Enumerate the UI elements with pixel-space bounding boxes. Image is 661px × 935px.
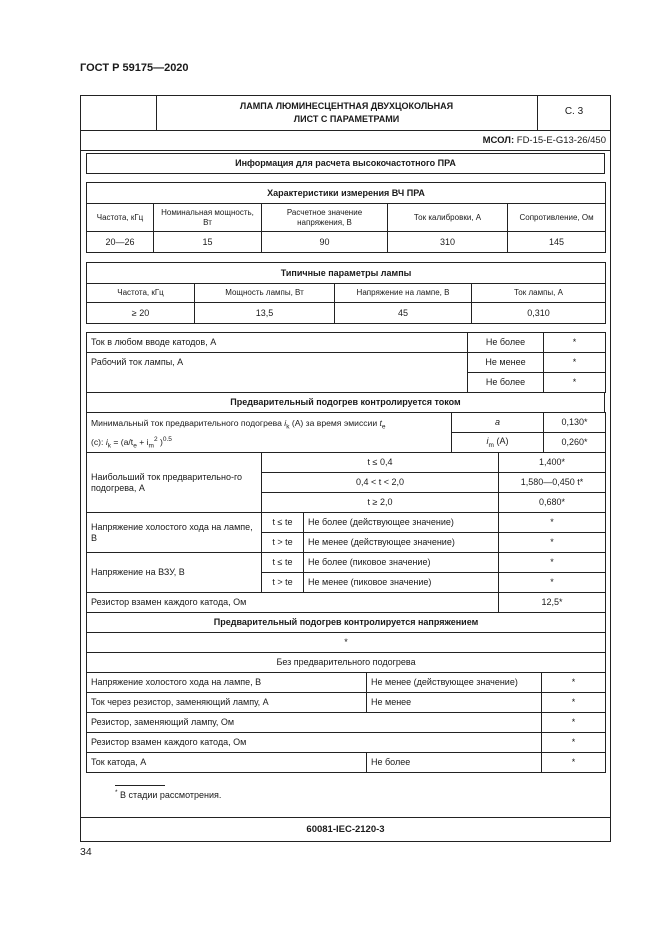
vzu-cond: Не более (пиковое значение) [304, 553, 499, 573]
footer-code: 60081-IEC-2120-3 [306, 824, 385, 835]
no-preheat-label: Напряжение холостого хода на лампе, В [87, 673, 367, 693]
vzu-value: * [499, 553, 606, 573]
hf-value: 145 [508, 232, 606, 253]
hf-title: Характеристики измерения ВЧ ПРА [87, 183, 606, 204]
cathode-resistor-label: Резистор взамен каждого катода, Ом [87, 593, 499, 613]
no-preheat-value: * [542, 693, 606, 713]
min-preheat-table [86, 412, 606, 453]
typical-value: 0,310 [472, 303, 606, 324]
no-preheat-label: Ток катода, А [87, 753, 367, 773]
max-preheat-cond: t ≤ 0,4 [262, 453, 499, 473]
ocv-time: t > te [262, 533, 304, 553]
no-preheat-value: * [542, 713, 606, 733]
no-preheat-value: * [542, 733, 606, 753]
work-current-value: * [544, 373, 606, 393]
preheat-current-title-table [86, 392, 605, 413]
max-preheat-cond: t ≥ 2,0 [262, 493, 499, 513]
info-title: Информация для расчета высокочастотного ПРА [87, 154, 605, 174]
ocv-value: * [499, 533, 606, 553]
typical-value: ≥ 20 [87, 303, 195, 324]
typical-header: Ток лампы, А [472, 284, 606, 303]
footnote: * В стадии рассмотрения. [115, 789, 222, 800]
work-current-value: * [544, 353, 606, 373]
hf-header: Частота, кГц [87, 204, 154, 232]
param-a-label: a [452, 413, 544, 433]
cathode-resistor-value: 12,5* [499, 593, 606, 613]
preheat-voltage-title: Предварительный подогрев контролируется напряжением [87, 613, 606, 633]
max-preheat-value: 0,680* [499, 493, 606, 513]
param-im-value: 0,260* [544, 433, 606, 453]
page-number: 34 [80, 846, 92, 858]
hf-header: Расчетное значение напряжения, В [262, 204, 388, 232]
sheet-number: С. 3 [564, 106, 584, 117]
hf-table [86, 182, 606, 253]
typical-header: Мощность лампы, Вт [195, 284, 335, 303]
vzu-time: t ≤ te [262, 553, 304, 573]
no-preheat-label: Резистор, заменяющий лампу, Ом [87, 713, 542, 733]
document-id: ГОСТ Р 59175—2020 [80, 62, 189, 74]
hf-header: Сопротивление, Ом [508, 204, 606, 232]
no-preheat-value: * [542, 753, 606, 773]
cathode-current-label: Ток в любом вводе катодов, А [87, 333, 468, 353]
no-preheat-cond: Не менее (действующее значение) [367, 673, 542, 693]
vzu-label: Напряжение на ВЗУ, В [87, 553, 262, 593]
ocv-time: t ≤ te [262, 513, 304, 533]
cathode-current-cond: Не более [468, 333, 544, 353]
typical-header: Напряжение на лампе, В [335, 284, 472, 303]
ocv-cond: Не более (действующее значение) [304, 513, 499, 533]
no-preheat-label: Ток через резистор, заменяющий лампу, А [87, 693, 367, 713]
hf-header: Номинальная мощность, Вт [154, 204, 262, 232]
no-preheat-cond: Не менее [367, 693, 542, 713]
hf-value: 20—26 [87, 232, 154, 253]
param-a-value: 0,130* [544, 413, 606, 433]
sheet-title: ЛАМПА ЛЮМИНЕСЦЕНТНАЯ ДВУХЦОКОЛЬНАЯ ЛИСТ С ПАРАМЕТРАМИ [239, 101, 454, 124]
max-preheat-table [86, 452, 606, 613]
typical-table [86, 262, 606, 324]
ocv-label: Напряжение холостого хода на лампе, В [87, 513, 262, 553]
no-preheat-cond: Не более [367, 753, 542, 773]
max-preheat-value: 1,400* [499, 453, 606, 473]
typical-header: Частота, кГц [87, 284, 195, 303]
cathode-current-value: * [544, 333, 606, 353]
min-preheat-label: Минимальный ток предварительного подогрева $i_k$ (А) за время эмиссии $t_e$ (с): $i_k = (a/t_e + i_m^2$ )$^{0.5}$ [87, 413, 452, 453]
no-preheat-value: * [542, 673, 606, 693]
no-preheat-title: Без предварительного подогрева [87, 653, 606, 673]
typical-title: Типичные параметры лампы [87, 263, 606, 284]
preheat-voltage-star: * [87, 633, 606, 653]
typical-value: 45 [335, 303, 472, 324]
param-im-label: $i_m$ (A) [452, 433, 544, 453]
hf-value: 15 [154, 232, 262, 253]
hf-value: 90 [262, 232, 388, 253]
msol-code: МСОЛ: FD-15-E-G13-26/450 [482, 135, 606, 146]
max-preheat-cond: 0,4 < t < 2,0 [262, 473, 499, 493]
typical-value: 13,5 [195, 303, 335, 324]
ocv-value: * [499, 513, 606, 533]
work-current-cond: Не более [468, 373, 544, 393]
ocv-cond: Не менее (действующее значение) [304, 533, 499, 553]
preheat-voltage-table [86, 612, 606, 773]
vzu-value: * [499, 573, 606, 593]
max-preheat-label: Наибольший ток предварительно-го подогрева, А [87, 453, 262, 513]
preheat-current-title: Предварительный подогрев контролируется током [87, 393, 605, 413]
work-current-cond: Не менее [468, 353, 544, 373]
current-table [86, 332, 606, 393]
work-current-label: Рабочий ток лампы, А [87, 353, 468, 393]
hf-header: Ток калибровки, А [388, 204, 508, 232]
max-preheat-value: 1,580—0,450 t* [499, 473, 606, 493]
info-title-table [86, 153, 605, 174]
hf-value: 310 [388, 232, 508, 253]
vzu-cond: Не менее (пиковое значение) [304, 573, 499, 593]
vzu-time: t > te [262, 573, 304, 593]
no-preheat-label: Резистор взамен каждого катода, Ом [87, 733, 542, 753]
